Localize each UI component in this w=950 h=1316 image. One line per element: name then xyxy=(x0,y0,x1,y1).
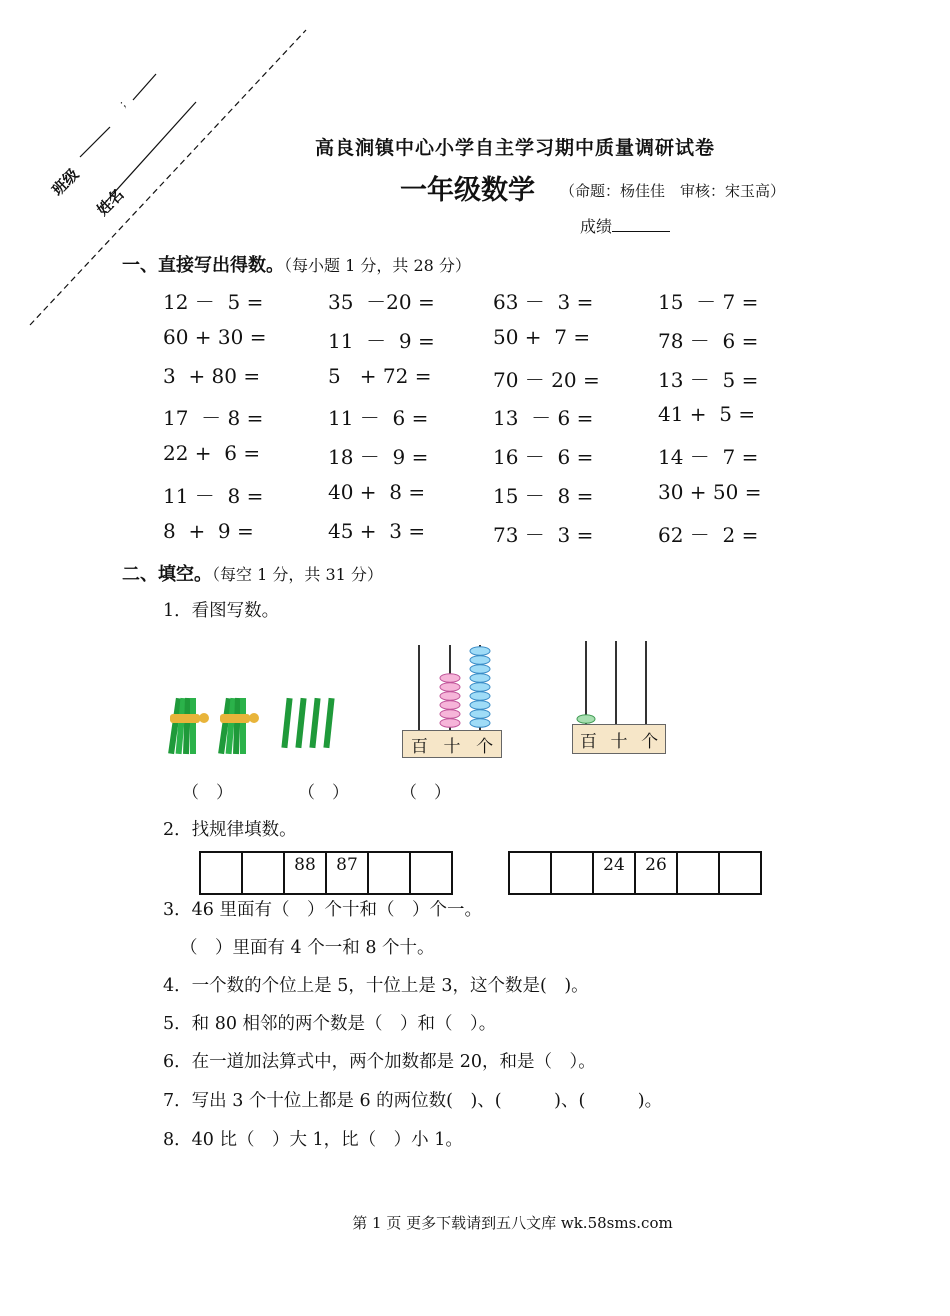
sequence-cell: 88 xyxy=(284,852,326,894)
abacus-1-rods xyxy=(402,640,502,732)
score-blank[interactable] xyxy=(612,217,670,232)
calc-item: 62 － 2 = xyxy=(658,522,759,547)
abacus-1-base xyxy=(402,730,502,758)
calc-item: 15 － 7 = xyxy=(658,290,759,314)
calc-item: 30 + 50 = xyxy=(658,479,762,504)
calc-item: 15 － 8 = xyxy=(493,483,594,508)
sequence-cell[interactable] xyxy=(368,852,410,894)
sequence-cell: 26 xyxy=(635,852,677,894)
authors: （命题：杨佳佳 审核：宋玉高） xyxy=(560,182,786,200)
page-footer: 第 1 页 更多下载请到五八文库 wk.58sms.com xyxy=(352,1214,673,1232)
calc-item: 35 －20 = xyxy=(328,290,435,314)
calc-item: 60 + 30 = xyxy=(163,324,267,349)
question-8: 8．40 比（ ）大 1，比（ ）小 1。 xyxy=(163,1130,463,1150)
abacus-2 xyxy=(572,636,666,756)
question-6: 6．在一道加法算式中，两个加数都是 20，和是（ ）。 xyxy=(163,1052,596,1072)
section1-heading xyxy=(122,251,471,277)
abacus-label-ones: 个 xyxy=(476,736,494,757)
calc-item: 11 － 9 = xyxy=(328,328,435,353)
calc-item: 8 + 9 = xyxy=(163,518,254,543)
margin-mark: ； xyxy=(116,93,134,111)
class-label: 班级 xyxy=(48,165,83,200)
abacus-label-hundreds: 百 xyxy=(579,731,597,752)
calc-item: 63 － 3 = xyxy=(493,290,594,314)
calc-item: 12 － 5 = xyxy=(163,290,264,314)
stick-bundles-picture xyxy=(160,690,350,760)
calc-item: 40 + 8 = xyxy=(328,479,426,504)
calc-item: 41 + 5 = xyxy=(658,402,756,427)
calc-row xyxy=(163,519,823,558)
abacus-1-ones-beads xyxy=(470,647,490,728)
abacus-1 xyxy=(402,640,502,760)
answer-blank[interactable]: （ ） xyxy=(400,783,451,803)
question-2: 2．找规律填数。 xyxy=(163,820,297,840)
calc-item: 11 － 6 = xyxy=(328,406,429,431)
calc-row xyxy=(163,441,823,480)
single-sticks xyxy=(281,698,334,748)
calc-item: 78 － 6 = xyxy=(658,328,759,353)
sequence-cell[interactable] xyxy=(551,852,593,894)
abacus-2-rods xyxy=(572,636,666,726)
abacus-label-hundreds: 百 xyxy=(410,736,428,757)
calc-item: 70 － 20 = xyxy=(493,367,600,392)
sequence-cell[interactable] xyxy=(410,852,452,894)
question-1: 1．看图写数。 xyxy=(163,601,280,621)
abacus-label-tens: 十 xyxy=(610,731,628,752)
question-3b: （ ）里面有 4 个一和 8 个十。 xyxy=(180,938,435,958)
section2-note: （每空 1 分，共 31 分） xyxy=(212,565,383,584)
question-3a: 3．46 里面有（ ）个十和（ ）个一。 xyxy=(163,900,482,920)
answer-blank[interactable]: （ ） xyxy=(298,783,349,803)
calc-row xyxy=(163,480,823,519)
sequence-cell[interactable] xyxy=(719,852,761,894)
section1-title: 一、直接写出得数。 xyxy=(122,255,284,276)
sequence-right xyxy=(508,851,762,895)
calc-item: 5 + 72 = xyxy=(328,363,432,388)
calc-item: 73 － 3 = xyxy=(493,522,594,547)
question-7: 7．写出 3 个十位上都是 6 的两位数( )、( )、( )。 xyxy=(163,1091,663,1111)
abacus-label-tens: 十 xyxy=(443,736,461,757)
score-line xyxy=(580,214,670,237)
abacus-2-hundreds-bead xyxy=(577,715,595,724)
calc-item: 18 － 9 = xyxy=(328,445,429,470)
sequence-cell: 24 xyxy=(593,852,635,894)
subject-title: 一年级数学 xyxy=(400,175,535,206)
calc-item: 17 － 8 = xyxy=(163,406,264,431)
school-title: 高良涧镇中心小学自主学习期中质量调研试卷 xyxy=(314,137,715,159)
calc-item: 13 － 5 = xyxy=(658,367,759,392)
abacus-label-ones: 个 xyxy=(641,731,659,752)
calc-row xyxy=(163,402,823,441)
section2-heading xyxy=(122,560,383,586)
section2-title: 二、填空。 xyxy=(122,564,212,585)
calc-row xyxy=(163,286,823,325)
sequence-cell[interactable] xyxy=(242,852,284,894)
calc-item: 13 － 6 = xyxy=(493,406,594,431)
abacus-2-base xyxy=(572,724,666,754)
calc-item: 14 － 7 = xyxy=(658,445,759,470)
calc-item: 16 － 6 = xyxy=(493,445,594,470)
calc-item: 3 + 80 = xyxy=(163,363,261,388)
abacus-1-tens-beads xyxy=(440,674,460,728)
name-label: 姓名 xyxy=(93,185,128,220)
calc-item: 22 + 6 = xyxy=(163,441,261,466)
score-label: 成绩 xyxy=(580,217,613,236)
stick-bundle xyxy=(168,698,209,754)
sequence-cell[interactable] xyxy=(200,852,242,894)
mark-blank-line xyxy=(133,74,156,100)
calc-item: 11 － 8 = xyxy=(163,483,264,508)
sequence-cell[interactable] xyxy=(677,852,719,894)
question-4: 4．一个数的个位上是 5，十位上是 3，这个数是( )。 xyxy=(163,976,589,996)
calc-item: 50 + 7 = xyxy=(493,324,591,349)
question-5: 5．和 80 相邻的两个数是（ ）和（ ）。 xyxy=(163,1014,497,1034)
calc-row xyxy=(163,325,823,364)
section1-note: （每小题 1 分，共 28 分） xyxy=(284,256,471,275)
calc-grid xyxy=(163,286,823,558)
answer-blank[interactable]: （ ） xyxy=(182,783,233,803)
calc-row xyxy=(163,364,823,403)
sequence-cell: 87 xyxy=(326,852,368,894)
sequence-left xyxy=(199,851,453,895)
stick-bundle xyxy=(218,698,259,754)
sequence-cell[interactable] xyxy=(509,852,551,894)
calc-item: 45 + 3 = xyxy=(328,518,426,543)
